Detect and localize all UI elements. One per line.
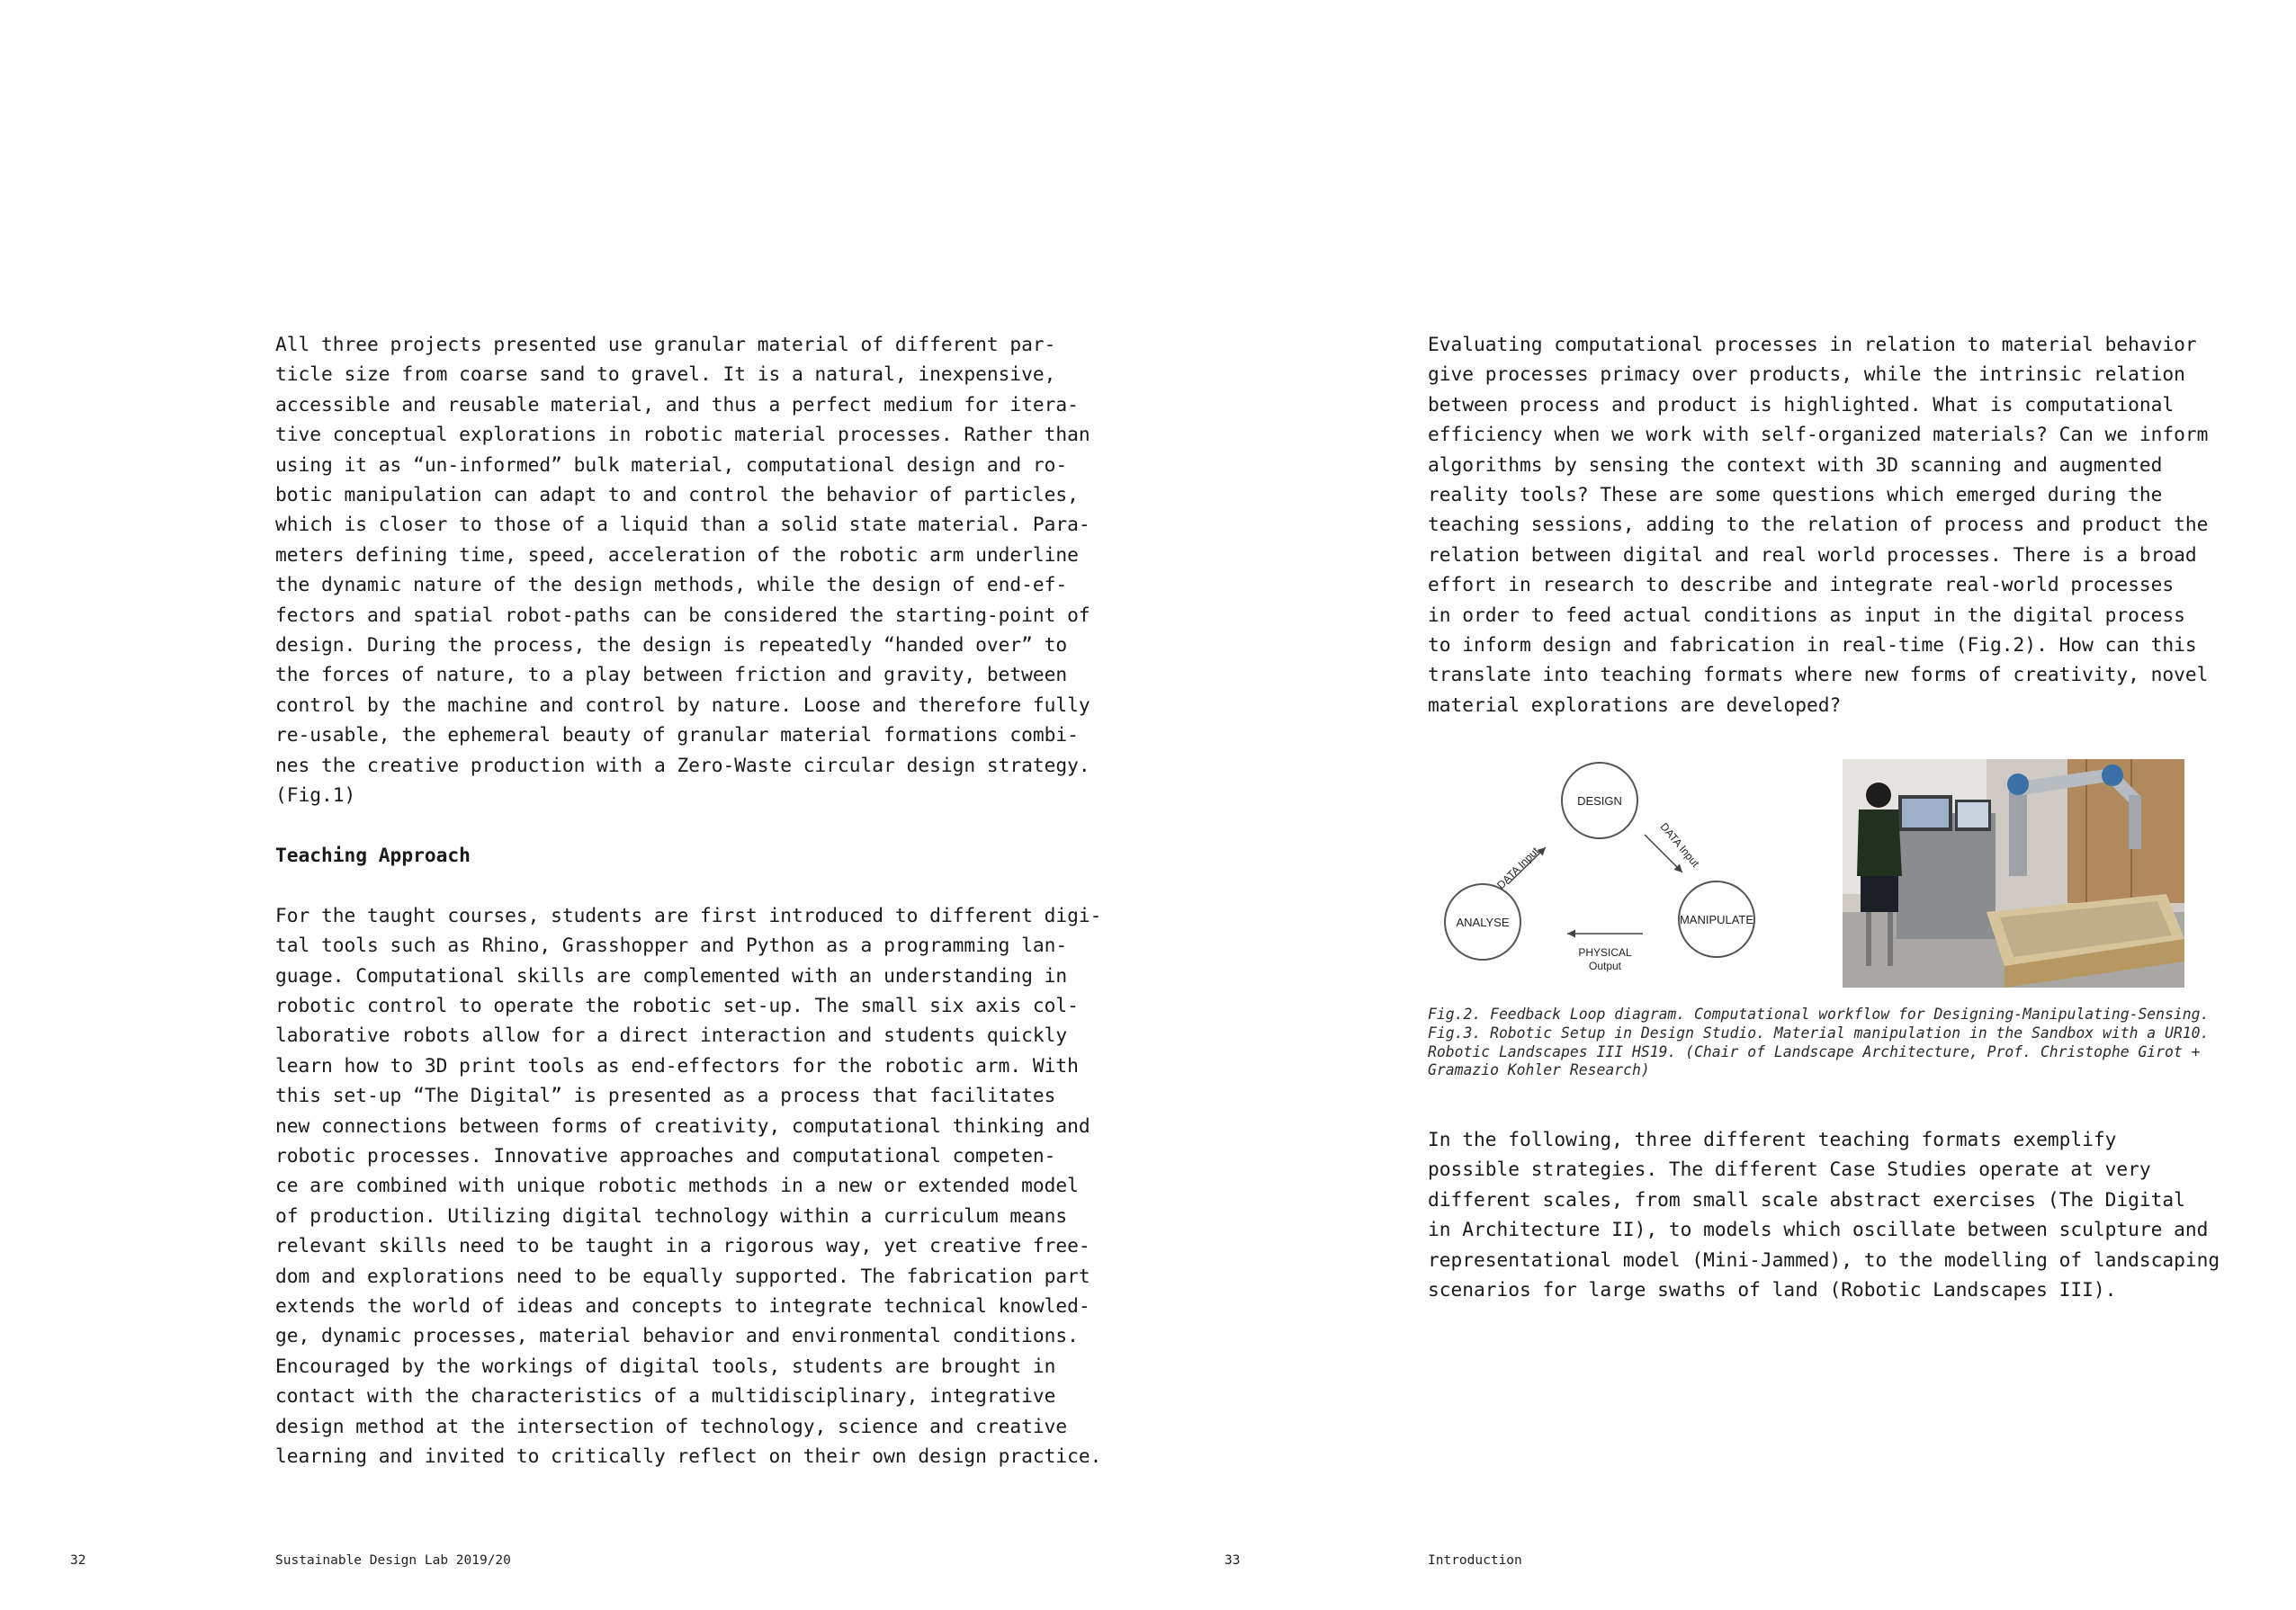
- figure-caption: Fig.2. Feedback Loop diagram. Computational workflow for Designing-Manipulating-Sensing. Fig.3. Robotic Setup in Design Studio. Material manipulation in the Sandbox with a UR10. Robotic Landscapes III HS19. (Chair of Landscape Architecture, Prof. Christophe Girot + Gramazio Kohler Research): [1428, 1006, 2210, 1079]
- section-heading: Teaching Approach: [275, 843, 471, 866]
- right-text-column-lower: [1428, 1124, 2265, 1304]
- right-paragraph-1: Evaluating computational processes in relation to material behavior give processes primacy over products, while the intrinsic relation between process and product is highlighted. What is computational efficiency when we work with self-organized materials? Can we inform algorithms by sensing the context with 3D scanning and augmented reality tools? These are some questions which emerged during the teaching sessions, adding to the relation of process and product the relation between digital and real world processes. There is a broad effort in research to describe and integrate real-world processes in order to feed actual conditions as input in the digital process to inform design and fabrication in real-time (Fig.2). How can this translate into teaching formats where new forms of creativity, novel material explorations are developed?: [1428, 333, 2209, 716]
- left-page-number: 32: [70, 1553, 86, 1568]
- robotic-setup-illustration: [1843, 759, 2184, 988]
- left-paragraph-1: All three projects presented use granular material of different par- ticle size from coarse sand to gravel. It is a natural, inexpensive, accessible and reusable material, and thus a perfect medium for itera- tive conceptual explorations in robotic material processes. Rather than using it as “un-informed” bulk material, computational design and ro- botic manipulation can adapt to and control the behavior of particles, which is closer to those of a liquid than a solid state material. Para- meters defining time, speed, acceleration of the robotic arm underline the dynamic nature of the design methods, while the design of end-ef- fectors and spatial robot-paths can be considered the starting-point of design. During the process, the design is repeatedly “handed over” to the forces of nature, to a play between friction and gravity, between control by the machine and control by nature. Loose and therefore fully re-usable, the ephemeral beauty of granular material formations combi- nes the creative production with a Zero-Waste circular design strategy. (Fig.1): [275, 333, 1090, 807]
- left-paragraph-2: For the taught courses, students are first introduced to different digi- tal tools such as Rhino, Grasshopper and Python as a programming lan- guage. Computational skills are complemented with an understanding in robotic control to operate the robotic set-up. The small six axis col- laborative robots allow for a direct interaction and students quickly learn how to 3D print tools as end-effectors for the robotic arm. With this set-up “The Digital” is presented as a process that facilitates new connections between forms of creativity, computational thinking and robotic processes. Innovative approaches and computational competen- ce are combined with unique robotic methods in a new or extended model of production. Utilizing digital technology within a curriculum means relevant skills need to be taught in a rigorous way, yet creative free- dom and explorations need to be equally supported. The fabrication part extends the world of ideas and concepts to integrate technical knowled- ge, dynamic processes, material behavior and environmental conditions. Encouraged by the workings of digital tools, students are brought in contact with the characteristics of a multidisciplinary, integrative design method at the intersection of technology, science and creative learning and invited to critically reflect on their own design practice.: [275, 903, 1102, 1467]
- manipulate-label: MANIPULATE: [1679, 913, 1754, 926]
- feedback-loop-diagram: [1429, 754, 1771, 988]
- analyse-label: ANALYSE: [1456, 916, 1510, 929]
- robotic-setup-photo: [1843, 759, 2184, 988]
- right-text-column: [1428, 329, 2265, 720]
- physical-output-label-2: Output: [1588, 960, 1622, 972]
- right-running-title: Introduction: [1428, 1553, 1522, 1568]
- left-text-column: [275, 329, 1102, 1471]
- physical-output-label-1: PHYSICAL: [1578, 946, 1632, 959]
- design-label: DESIGN: [1577, 794, 1622, 808]
- data-input-right-label: DATA Input: [1657, 820, 1702, 870]
- figures-row: [1429, 754, 2193, 997]
- data-input-left-label: DATA Input: [1494, 845, 1542, 892]
- right-page-number: 33: [1224, 1553, 1241, 1568]
- left-running-title: Sustainable Design Lab 2019/20: [275, 1553, 511, 1568]
- right-paragraph-2: In the following, three different teaching formats exemplify possible strategies. The different Case Studies operate at very different scales, from small scale abstract exercises (The Digital in Architecture II), to models which oscillate between sculpture and representational model (Mini-Jammed), to the modelling of landscaping scenarios for large swaths of land (Robotic Landscapes III).: [1428, 1128, 2220, 1301]
